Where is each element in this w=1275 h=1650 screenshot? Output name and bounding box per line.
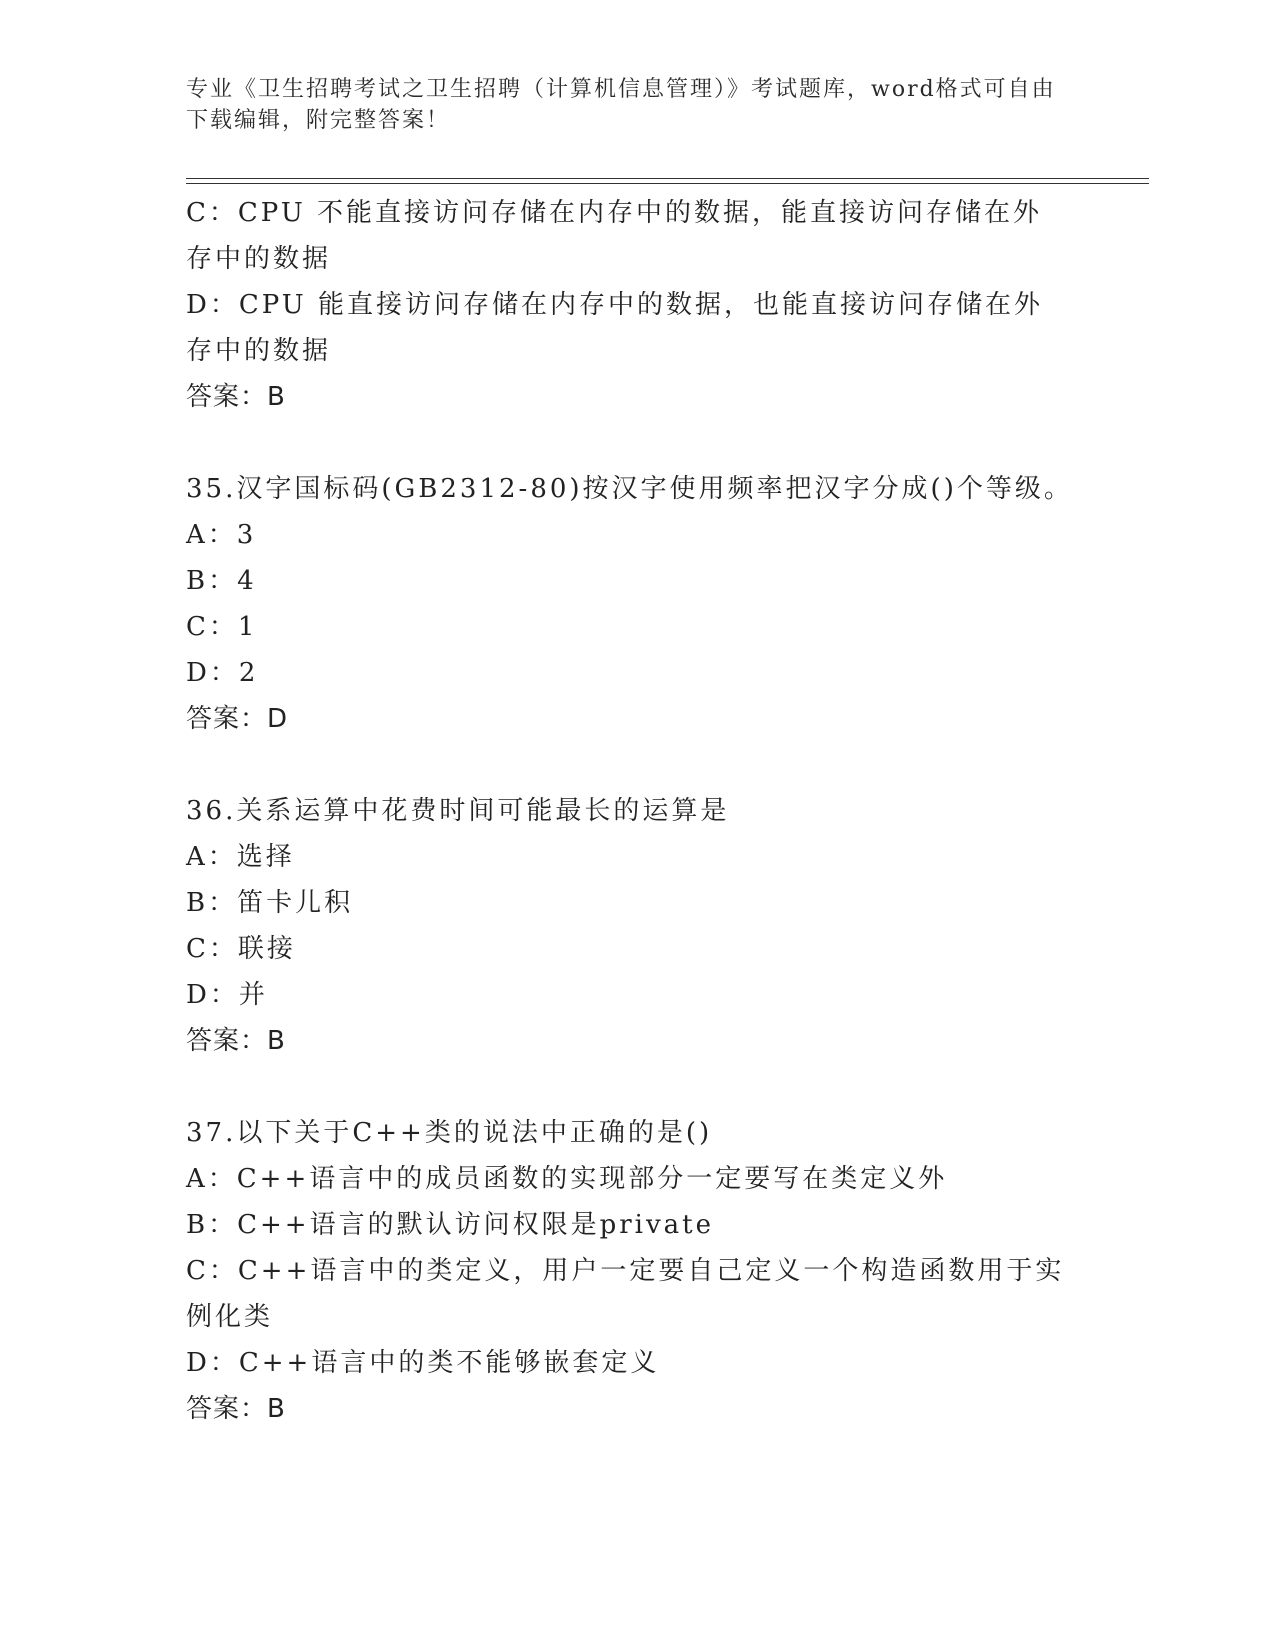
- question-35-stem: 35.汉字国标码(GB2312-80)按汉字使用频率把汉字分成()个等级。: [186, 474, 1073, 504]
- header-divider-bottom: [186, 183, 1149, 184]
- question-37-option-b: B：C++语言的默认访问权限是private: [186, 1210, 714, 1240]
- question-35-option-c: C：1: [186, 612, 258, 642]
- spacer: [186, 742, 1066, 788]
- question-36-option-d: D：并: [186, 980, 268, 1010]
- question-37-answer: 答案：B: [186, 1394, 286, 1424]
- question-37-option-c: C：C++语言中的类定义，用户一定要自己定义一个构造函数用于实例化类: [186, 1256, 1065, 1332]
- question-37-stem: 37.以下关于C++类的说法中正确的是(): [186, 1118, 713, 1148]
- question-37-option-a: A：C++语言中的成员函数的实现部分一定要写在类定义外: [186, 1164, 948, 1194]
- question-35-option-a: A：3: [186, 520, 257, 550]
- question-34-answer: 答案：B: [186, 382, 286, 412]
- question-37: [186, 1110, 1066, 1432]
- header-divider-top: [186, 178, 1149, 179]
- question-36-option-b: B：笛卡儿积: [186, 888, 354, 918]
- question-36-option-a: A：选择: [186, 842, 295, 872]
- spacer: [186, 1064, 1066, 1110]
- question-34: [186, 190, 1066, 420]
- question-36: [186, 788, 1066, 1064]
- document-header: 专业《卫生招聘考试之卫生招聘（计算机信息管理）》考试题库，word格式可自由下载编辑，附完整答案！: [186, 77, 1056, 133]
- question-36-option-c: C：联接: [186, 934, 296, 964]
- question-36-stem: 36.关系运算中花费时间可能最长的运算是: [186, 796, 730, 826]
- question-35: [186, 466, 1073, 742]
- question-37-option-d: D：C++语言中的类不能够嵌套定义: [186, 1348, 660, 1378]
- question-35-option-d: D：2: [186, 658, 259, 688]
- question-35-answer: 答案：D: [186, 704, 289, 734]
- question-34-option-d: D：CPU 能直接访问存储在内存中的数据，也能直接访问存储在外存中的数据: [186, 290, 1043, 366]
- question-36-answer: 答案：B: [186, 1026, 286, 1056]
- question-35-option-b: B：4: [186, 566, 257, 596]
- question-34-option-c: C：CPU 不能直接访问存储在内存中的数据，能直接访问存储在外存中的数据: [186, 198, 1043, 274]
- question-content: [186, 190, 1073, 1432]
- spacer: [186, 420, 1066, 466]
